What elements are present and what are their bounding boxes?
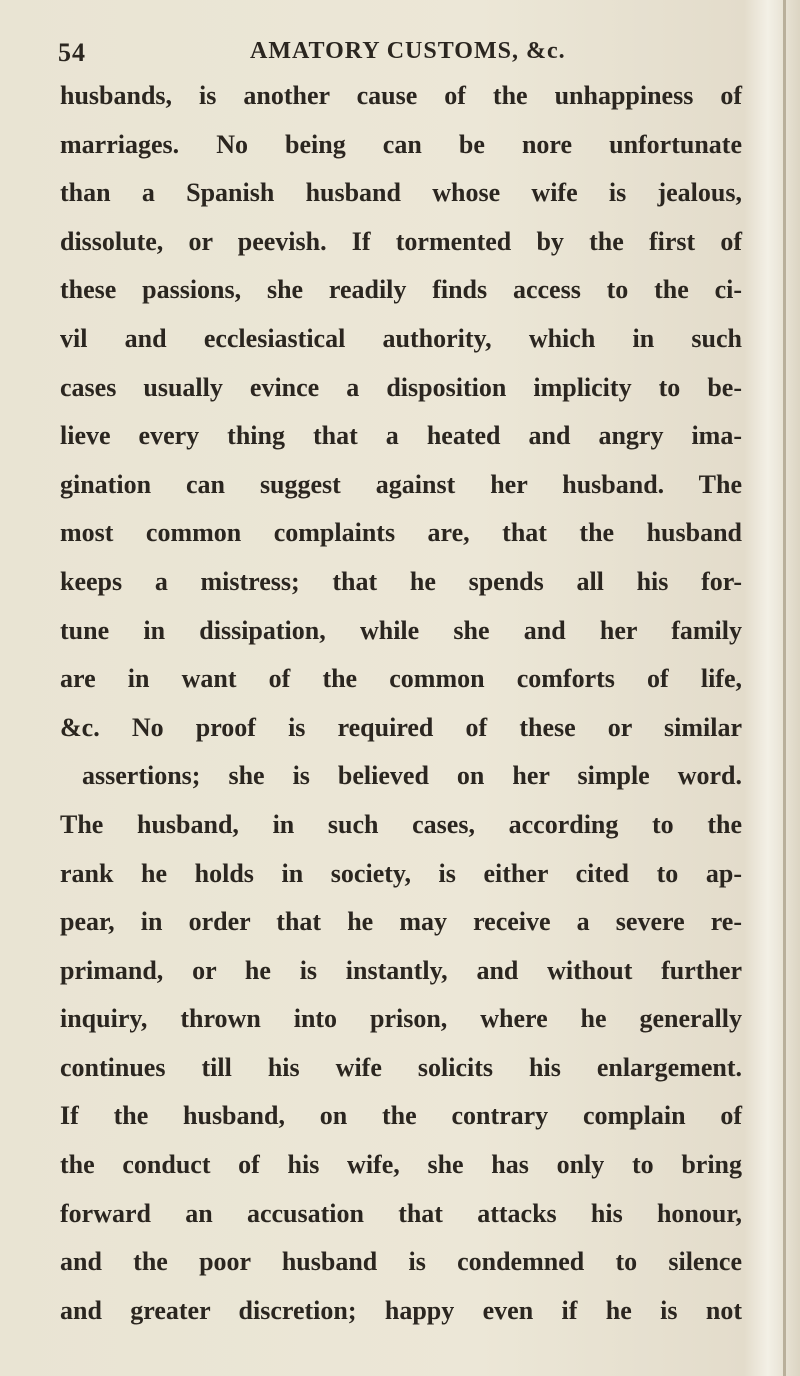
text-line: The husband, in such cases, according to the (60, 809, 742, 839)
text-line: pear, in order that he may receive a severe re- (60, 907, 742, 937)
text-line: inquiry, thrown into prison, where he generally (60, 1004, 742, 1034)
text-line: rank he holds in society, is either cited to ap- (60, 858, 742, 888)
text-line: the conduct of his wife, she has only to bring (60, 1150, 742, 1180)
text-line: most common complaints are, that the husband (60, 518, 742, 548)
text-line: If the husband, on the contrary complain of (60, 1101, 742, 1131)
text-line: tune in dissipation, while she and her family (60, 615, 742, 645)
text-line: marriages. No being can be nore unfortunate (60, 129, 742, 159)
text-line: and the poor husband is condemned to silence (60, 1247, 742, 1277)
text-line: lieve every thing that a heated and angry ima- (60, 421, 742, 451)
text-line: &c. No proof is required of these or similar (60, 712, 742, 742)
text-line: gination can suggest against her husband. The (60, 469, 742, 499)
text-line: vil and ecclesiastical authority, which in such (60, 323, 742, 353)
text-line: forward an accusation that attacks his honour, (60, 1198, 742, 1228)
text-line: and greater discretion; happy even if he is not (60, 1295, 742, 1325)
text-line: primand, or he is instantly, and without further (60, 955, 742, 985)
text-line: cases usually evince a disposition implicity to be- (60, 372, 742, 402)
text-line: dissolute, or peevish. If tormented by the first of (60, 226, 742, 256)
page-edge (783, 0, 786, 1376)
text-line: these passions, she readily finds access to the ci- (60, 275, 742, 305)
page-number: 54 (58, 38, 86, 67)
text-line: continues till his wife solicits his enlargement. (60, 1052, 742, 1082)
text-line: than a Spanish husband whose wife is jealous, (60, 178, 742, 208)
running-title: AMATORY CUSTOMS, &c. (250, 38, 566, 64)
page-header (58, 30, 618, 74)
text-line: assertions; she is believed on her simple word. (82, 761, 742, 791)
text-line: are in want of the common comforts of life, (60, 664, 742, 694)
text-line: keeps a mistress; that he spends all his for- (60, 566, 742, 596)
body-text (60, 72, 742, 1335)
text-line: husbands, is another cause of the unhappiness of (60, 81, 742, 110)
